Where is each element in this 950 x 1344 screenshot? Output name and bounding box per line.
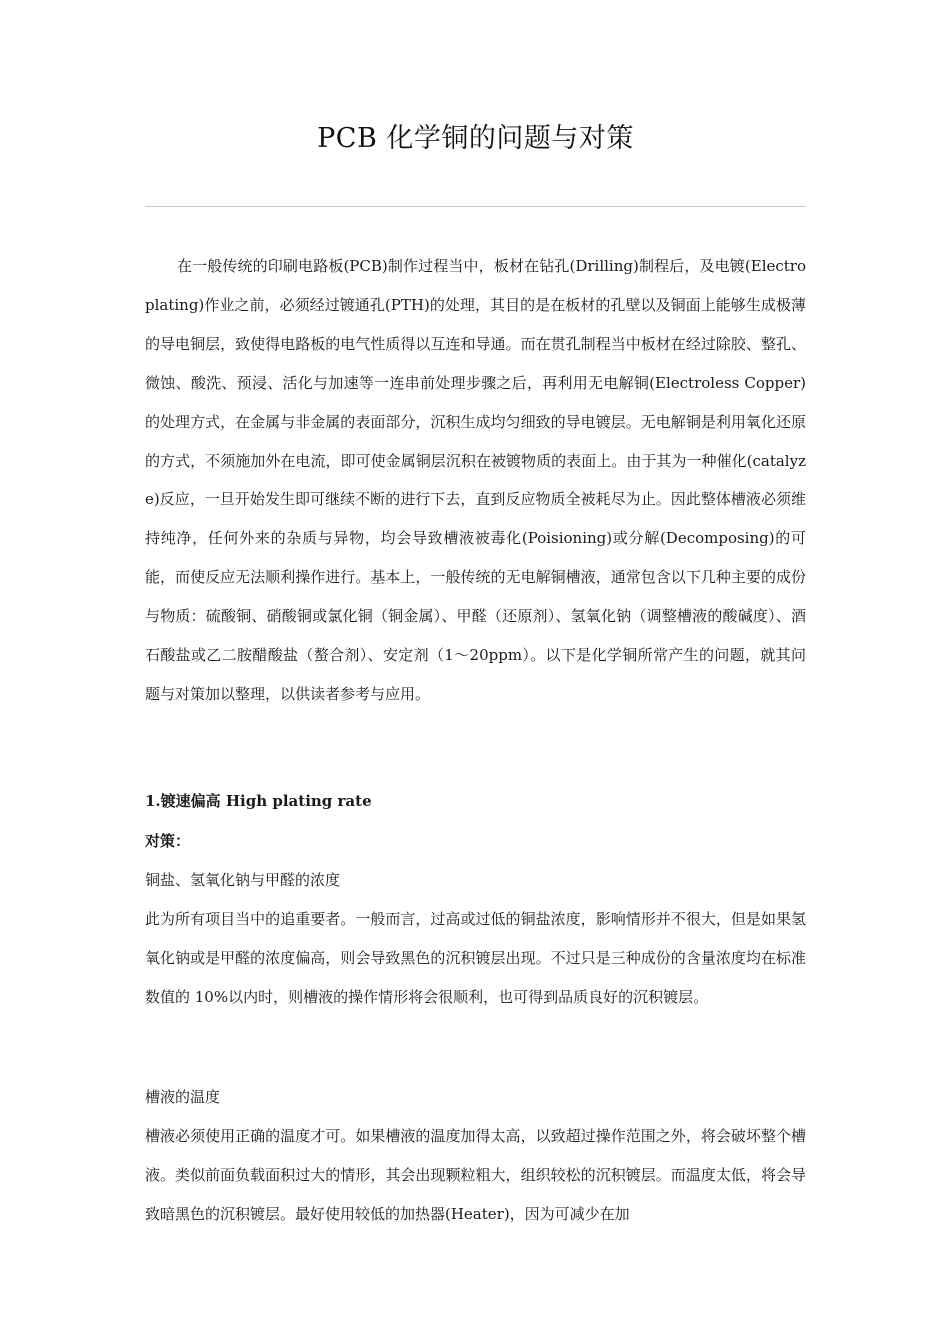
section-heading: 1.镀速偏高 High plating rate (145, 792, 372, 810)
item-body: 槽液必须使用正确的温度才可。如果槽液的温度加得太高，以致超过操作范围之外，将会破坏整个槽液。类似前面负载面积过大的情形，其会出现颗粒粗大，组织较松的沉积镀层。而温度太低，将会导致暗黑色的沉积镀层。最好使用较低的加热器(Heater)，因为可减少在加 (145, 1127, 806, 1223)
item-title: 槽液的温度 (145, 1088, 221, 1106)
document-title: PCB 化学铜的问题与对策 (317, 123, 634, 154)
intro-paragraph: 在一般传统的印刷电路板(PCB)制作过程当中，板材在钻孔(Drilling)制程后，及电镀(Electroplating)作业之前，必须经过镀通孔(PTH)的处理，其目的是在板材的孔壁以及铜面上能够生成极薄的导电铜层，致使得电路板的电气性质得以互连和导通。而在贯孔制程当中板材在经过除胶、整孔、微蚀、酸洗、预浸、活化与加速等一连串前处理步骤之后，再利用无电解铜(Electroless Copper)的处理方式，在金属与非金属的表面部分，沉积生成均匀细致的导电镀层。无电解铜是利用氧化还原的方式，不须施加外在电流，即可使金属铜层沉积在被镀物质的表面上。由于其为一种催化(catalyze)反应，一旦开始发生即可继续不断的进行下去，直到反应物质全被耗尽为止。因此整体槽液必须维持纯净，任何外来的杂质与异物，均会导致槽液被毒化(Poisioning)或分解(Decomposing)的可能，而使反应无法顺利操作进行。基本上，一般传统的无电解铜槽液，通常包含以下几种主要的成份与物质：硫酸铜、硝酸铜或氯化铜（铜金属）、甲醛（还原剂）、氢氧化钠（调整槽液的酸碱度）、酒石酸盐或乙二胺醋酸盐（螯合剂）、安定剂（1～20ppm）。以下是化学铜所常产生的问题，就其问题与对策加以整理，以供读者参考与应用。 (145, 257, 806, 703)
item-title: 铜盐、氢氧化钠与甲醛的浓度 (145, 871, 341, 889)
countermeasure-label: 对策： (145, 832, 191, 850)
item-body: 此为所有项目当中的追重要者。一般而言，过高或过低的铜盐浓度，影响情形并不很大，但是如果氢氧化钠或是甲醛的浓度偏高，则会导致黑色的沉积镀层出现。不过只是三种成份的含量浓度均在标准数值的 10%以内时，则槽液的操作情形将会很顺利，也可得到品质良好的沉积镀层。 (145, 910, 806, 1006)
title-divider (145, 206, 806, 207)
